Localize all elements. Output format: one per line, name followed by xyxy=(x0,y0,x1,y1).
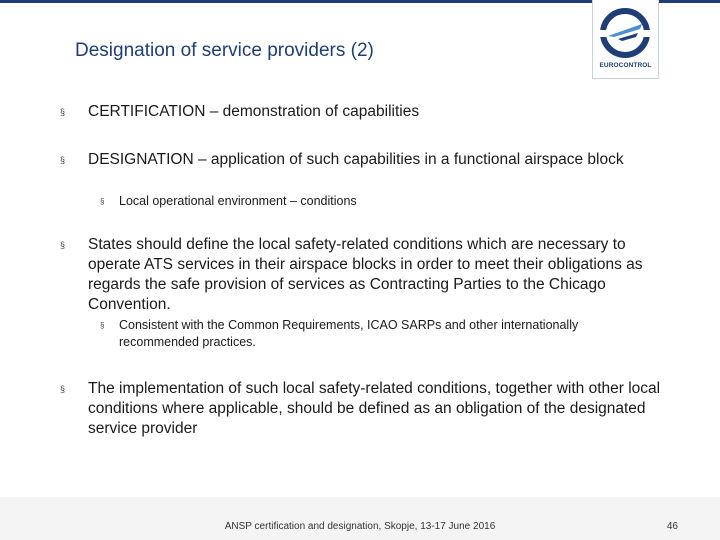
bullet-item xyxy=(60,235,675,315)
sub-bullet-text: Local operational environment – conditions xyxy=(119,194,357,208)
top-bar-left xyxy=(0,0,592,3)
eurocontrol-emblem-icon xyxy=(600,6,650,60)
bullet-marker: § xyxy=(60,384,66,394)
bullet-item xyxy=(60,150,675,170)
bullet-text: DESIGNATION – application of such capabilities in a functional airspace block xyxy=(88,151,624,168)
sub-bullet-marker: § xyxy=(100,321,105,330)
bullet-item xyxy=(60,102,675,122)
sub-bullet-text: Consistent with the Common Requirements, ICAO SARPs and other internationally recommended practices. xyxy=(119,318,579,349)
logo-text: EUROCONTROL xyxy=(599,62,652,69)
sub-bullet-marker: § xyxy=(100,197,105,206)
bullet-text: States should define the local safety-related conditions which are necessary to operate ATS services in their airspace blocks in order to meet their obligations as regards the safe provision of services as Contracting Parties to the Chicago Convention. xyxy=(88,236,643,313)
bullet-marker: § xyxy=(60,107,66,117)
page-number: 46 xyxy=(666,521,678,532)
footer-band xyxy=(0,497,720,540)
bullet-item xyxy=(60,379,675,439)
sub-bullet-item xyxy=(100,317,640,351)
bullet-text: The implementation of such local safety-related conditions, together with other local conditions where applicable, should be defined as an obligation of the designated service provider xyxy=(88,380,661,437)
bullet-text: CERTIFICATION – demonstration of capabilities xyxy=(88,103,420,120)
sub-bullet-item xyxy=(100,193,640,210)
eurocontrol-logo xyxy=(592,0,659,79)
footer-text: ANSP certification and designation, Skopje, 13-17 June 2016 xyxy=(224,521,496,532)
bullet-marker: § xyxy=(60,240,66,250)
bullet-marker: § xyxy=(60,155,66,165)
slide-title: Designation of service providers (2) xyxy=(75,40,374,61)
top-bar-right xyxy=(657,0,720,3)
